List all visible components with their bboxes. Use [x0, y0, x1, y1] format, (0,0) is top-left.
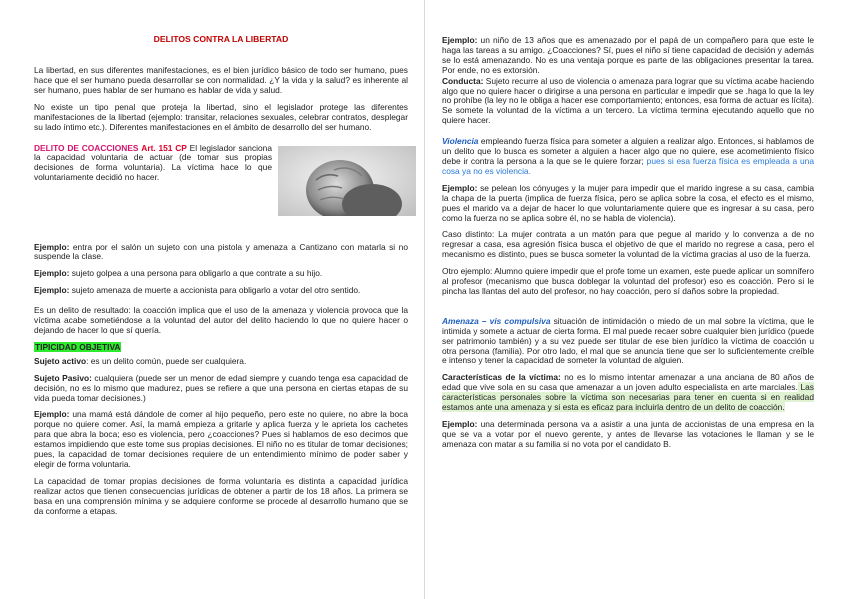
right-column	[442, 0, 814, 599]
left-column	[34, 0, 408, 599]
caso-distinto: Caso distinto: La mujer contrata a un matón para que pegue al marido y lo convenza a de no regresar a casa, esa agresión física busca el objetivo de que el marido no regrese a casa, pero el mecanismo es distinto, pues se busca someter la voluntad de la víctima gracias al uso de la fuerza.	[442, 229, 814, 260]
delito-label: DELITO DE COACCIONES	[34, 142, 139, 153]
example-child-homework: Ejemplo: un niño de 13 años que es amenazado por el papá de un compañero para que este le haga las tareas a su amigo. ¿Coacciones? Sí, pues el niño sí tiene capacidad de decisión y además se lo está amenazando. No es una ventaja porque es parte de las obligaciones presentar la tarea. Por ende, no es extorsión.	[442, 35, 814, 75]
conducta-paragraph: Conducta: Sujeto recurre al uso de violencia o amenaza para lograr que su víctima acabe haciendo algo que no quiere hacer o dirigirse a una persona en particular e impedir que se .haga lo que la ley no prohíbe (la ley no le obliga a hacer ese comportamiento; entonces, esa forma de actuar es lícita). Se somete la voluntad de la víctima a un tercero. La víctima termina ejecutando aquello que no quiere hacer.	[442, 75, 814, 126]
document-title: DELITOS CONTRA LA LIBERTAD	[153, 34, 289, 44]
delito-text: El legislador sanciona la capacidad voluntaria de actuar (de tomar sus propias decisiones de forma voluntaria). La víctima hace lo que voluntariamente decidió no hacer.	[34, 142, 272, 183]
delito-article: Art. 151 CP	[141, 142, 187, 153]
delito-section	[34, 144, 408, 236]
example-hit: Ejemplo: sujeto golpea a una persona para obligarlo a que contrate a su hijo.	[34, 268, 323, 279]
fist-photo	[278, 146, 416, 216]
paragraph-intro: La libertad, en sus diferentes manifestaciones, es el bien jurídico básico de todo ser humano, pues hace que el ser humano pueda desarrollar se con normalidad. ¿Y la vida y la salud? es inherente al ser humano, pues hablar de ser humano es hablar de vida y salud.	[34, 65, 408, 95]
fist-icon	[278, 146, 416, 216]
example-mother: Ejemplo: una mamá está dándole de comer al hijo pequeño, pero este no quiere, no abre la boca porque no quiere comer. Así, la mamá empieza a gritarle y aplica fuerza y le aprieta los cachetes para que abra la boca; eso es violencia, pero ¿coacciones? Pues si hablamos de eso decimos que estamos impidiendo que este tome sus propias decisiones. El niño no es titular de tomar decisiones; pues, la capacidad de tomar decisiones requiere de un entendimiento mínimo de poder saber y elegir de forma voluntaria.	[34, 409, 408, 469]
example-pistol: Ejemplo: entra por el salón un sujeto con una pistola y amenaza a Cantizano con matarla si no suspende la clase.	[34, 241, 408, 262]
heading-tipicidad: TIPICIDAD OBJETIVA	[35, 341, 121, 352]
example-junta: Ejemplo: una determinada persona va a asistir a una junta de accionistas de una empresa en la que se va a votar por el nuevo gerente, y antes de llevarse las votaciones le llaman y se le amenaza con matar a su familia si no vota por el candidato B.	[442, 419, 814, 449]
example-label: Ejemplo:	[34, 241, 70, 252]
example-shareholder: Ejemplo: sujeto amenaza de muerte a accionista para obligarlo a votar del otro sentido.	[34, 285, 361, 296]
column-divider	[424, 0, 425, 599]
otro-ejemplo: Otro ejemplo: Alumno quiere impedir que el profe tome un examen, este puede aplicar un somnífero al profesor (mecanismo que busca doblegar la voluntad del profesor) eso es coacción. Pero si le pincha las llantas del auto del profesor, no hay coacción, pero sí daños sobre la propiedad.	[442, 266, 814, 296]
paragraph-capacity: La capacidad de tomar propias decisiones de forma voluntaria es distinta a capacidad jurídica realizar actos que tienen consecuencias jurídicas de obtener a partir de los 18 años. La primera se basa en una comprensión mínima y se adquiere conforme se procede al desarrollo humano que se da conforme a etapas.	[34, 475, 408, 516]
paragraph-result: Es un delito de resultado: la coacción implica que el uso de la amenaza y violencia provoca que la víctima acabe sometiéndose a la voluntad del autor del delito haciendo lo que no quiere hacer o dejando de hacer lo que sí quería.	[34, 305, 408, 336]
sujeto-pasivo: Sujeto Pasivo: cualquiera (puede ser un menor de edad siempre y cuando tenga esa capacidad de decisión, no es lo mismo que madurez, pues se refiere a que una persona en ciertas etapas de su vida pueda tomar decisiones.)	[34, 372, 408, 403]
violencia-paragraph: Violencia empleando fuerza física para someter a alguien a realizar algo. Entonces, si hablamos de un delito que lo busca es someter a alguien a hacer algo que no quiere, ese acometimiento físico debe ir contra la persona a la que se le quiere forzar; pues si esa fuerza física es empleada a una cosa ya no es violencia.	[442, 136, 814, 176]
example-spouses: Ejemplo: se pelean los cónyuges y la mujer para impedir que el marido ingrese a su casa, cambia la chapa de la puerta (implica de fuerza física, pero se aplica sobre la cosa, el efecto es el mismo, pues el marido va a dejar de hacer lo que voluntariamente quiere que es ingresar a su casa, pero como la fuerza no se aplica sobre él, no se habla de violencia).	[442, 182, 814, 223]
delito-paragraph	[34, 144, 272, 184]
paragraph-manifestations: No existe un tipo penal que proteja la libertad, sino el legislador protege las diferentes manifestaciones de la libertad (ejemplo: transitar, relaciones sexuales, celebrar contratos, desplegar su lado íntimo etc.). Diferentes manifestaciones en el ámbito de desarrollo del ser humano.	[34, 101, 408, 132]
caracteristicas-paragraph: Características de la víctima: no es lo mismo intentar amenazar a una anciana de 80 años de edad que vive sola en su casa que amenazar a un joven adulto especialista en arte marciales. Las características personales sobre la víctima son necesarias para tener en cuenta si en realidad estamos ante una amenaza y si esta es eficaz para incluirla dentro de un delito de coacción.	[442, 372, 815, 413]
amenaza-paragraph: Amenaza – vis compulsiva situación de intimidación o miedo de un mal sobre la víctima, que le intimida y somete a actuar de cierta forma. El mal puede recaer sobre cualquier bien jurídico (puede ser patrimonio también) y a su vez puede ser titular de ese bien jurídico la víctima de coacción u otra persona (familia). Por otro lado, el mal que se anuncia tiene que ser lo suficientemente creíble e intenso y tener la capacidad de someter la voluntad de alguien.	[442, 315, 814, 366]
sujeto-activo: Sujeto activo: es un delito común, puede ser cualquiera.	[34, 355, 247, 366]
